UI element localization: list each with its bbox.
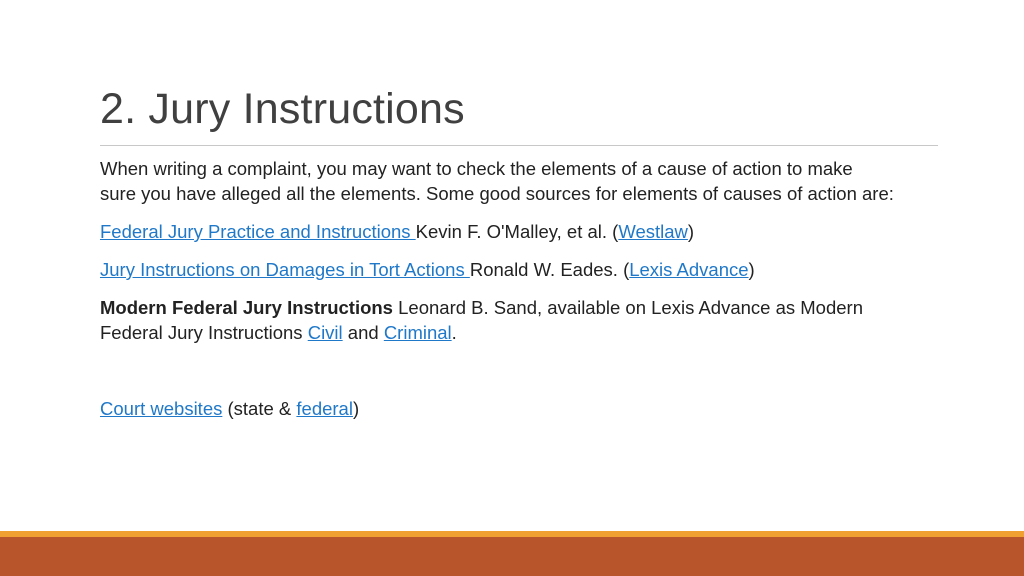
federal-jury-practice-link[interactable]: Federal Jury Practice and Instructions bbox=[100, 221, 416, 242]
source-damages-tort bbox=[100, 257, 940, 282]
source-federal-jury-practice bbox=[100, 219, 940, 244]
court-middle-text: (state & bbox=[222, 398, 297, 419]
intro-paragraph bbox=[100, 156, 940, 206]
lexis-advance-link[interactable]: Lexis Advance bbox=[629, 259, 749, 280]
intro-line-2: sure you have alleged all the elements. Some good sources for elements of causes of action are: bbox=[100, 183, 894, 204]
source-modern-federal bbox=[100, 295, 940, 345]
westlaw-link[interactable]: Westlaw bbox=[618, 221, 688, 242]
close-paren: ) bbox=[687, 221, 695, 242]
close-paren: ) bbox=[748, 259, 755, 280]
title-divider bbox=[100, 145, 938, 146]
modern-federal-title: Modern Federal Jury Instructions bbox=[100, 297, 393, 318]
damages-tort-link[interactable]: Jury Instructions on Damages in Tort Actions bbox=[100, 259, 470, 280]
period: . bbox=[451, 322, 457, 343]
criminal-link[interactable]: Criminal bbox=[383, 322, 452, 343]
empty-line bbox=[100, 358, 940, 383]
slide-body bbox=[100, 156, 940, 434]
civil-link[interactable]: Civil bbox=[307, 322, 343, 343]
modern-federal-text-a: Leonard B. Sand, available on Lexis Advance as Modern bbox=[392, 297, 863, 318]
modern-federal-text-b: Federal Jury Instructions bbox=[100, 322, 308, 343]
and-text: and bbox=[342, 322, 384, 343]
close-paren: ) bbox=[352, 398, 360, 419]
federal-courts-link[interactable]: federal bbox=[296, 398, 353, 419]
slide-title: 2. Jury Instructions bbox=[100, 85, 465, 133]
damages-tort-author: Ronald W. Eades. ( bbox=[469, 259, 630, 280]
accent-bar-rust bbox=[0, 537, 1024, 576]
federal-jury-practice-author: Kevin F. O'Malley, et al. ( bbox=[415, 221, 619, 242]
court-websites-line bbox=[100, 396, 940, 421]
court-websites-link[interactable]: Court websites bbox=[100, 398, 223, 419]
intro-line-1: When writing a complaint, you may want to check the elements of a cause of action to make bbox=[100, 158, 853, 179]
